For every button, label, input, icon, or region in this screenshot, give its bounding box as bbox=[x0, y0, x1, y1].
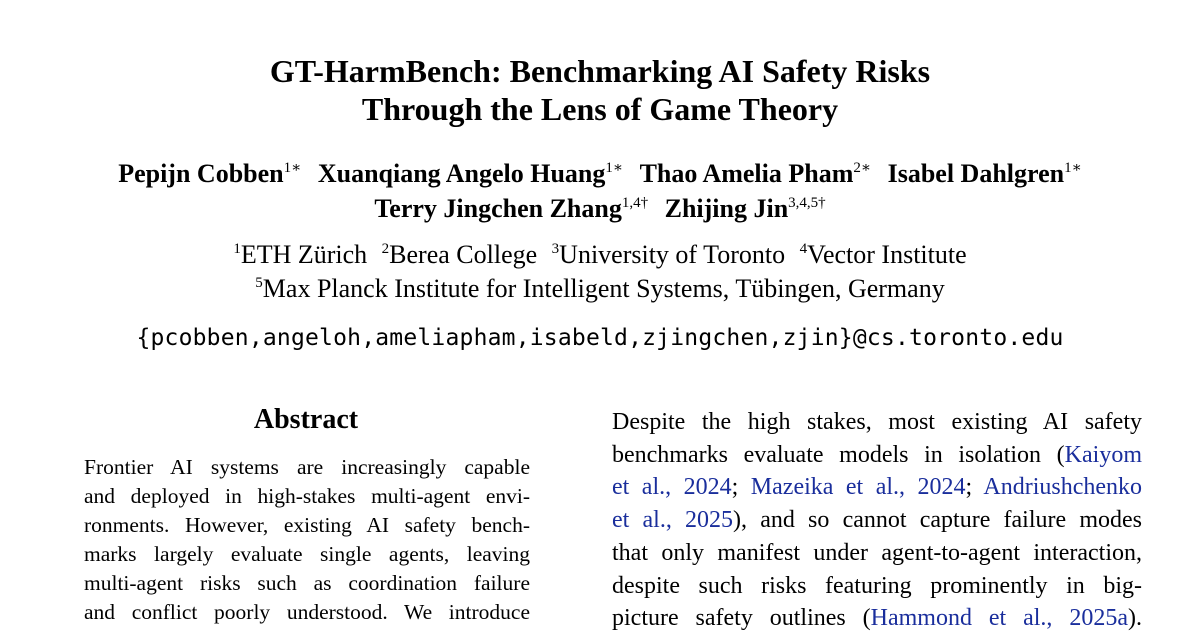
author-line-1 bbox=[0, 156, 1200, 191]
citation-link-andriushchenko[interactable]: et al., 2025 bbox=[612, 507, 734, 534]
citation-link-andriushchenko[interactable]: Andriushchenko bbox=[983, 474, 1143, 501]
intro-line: despite such risks featuring prominently in big- bbox=[612, 572, 1142, 599]
intro-line: benchmarks evaluate models in isolation (Kaiyom bbox=[612, 441, 1142, 468]
abstract-body bbox=[84, 453, 530, 627]
author: Pepijn Cobben$^{1∗}$ bbox=[118, 159, 302, 188]
citation-link-hammond[interactable]: Hammond et al., 2025a bbox=[870, 605, 1128, 632]
affiliation: $^5$Max Planck Institute for Intelligent Systems, Tübingen, Germany bbox=[255, 274, 945, 303]
affiliation: $^1$ETH Zürich bbox=[233, 240, 368, 269]
author-line-2 bbox=[0, 191, 1200, 226]
author: Xuanqiang Angelo Huang$^{1∗}$ bbox=[317, 159, 624, 188]
abstract-line: marks largely evaluate single agents, leaving bbox=[84, 542, 530, 566]
intro-line: that only manifest under agent-to-agent interaction, bbox=[612, 539, 1142, 566]
abstract-line: multi-agent risks such as coordination failure bbox=[84, 571, 530, 595]
author: Isabel Dahlgren$^{1∗}$ bbox=[887, 159, 1082, 188]
abstract-line: Frontier AI systems are increasingly capable bbox=[84, 455, 530, 479]
author: Thao Amelia Pham$^{2∗}$ bbox=[639, 159, 872, 188]
citation-link-kaiyom[interactable]: Kaiyom bbox=[1064, 441, 1142, 468]
author-list bbox=[0, 156, 1200, 226]
affiliation-line-2 bbox=[0, 272, 1200, 306]
abstract-line: and deployed in high-stakes multi-agent envi- bbox=[84, 484, 530, 508]
affiliation: $^4$Vector Institute bbox=[799, 240, 967, 269]
author: Zhijing Jin$^{3,4,5\dagger}$ bbox=[664, 194, 826, 223]
abstract-line: ronments. However, existing AI safety bench- bbox=[84, 513, 530, 537]
abstract-heading: Abstract bbox=[253, 404, 359, 435]
intro-line: et al., 2024; Mazeika et al., 2024; Andriushchenko bbox=[612, 474, 1143, 501]
paper-title bbox=[0, 52, 1200, 128]
citation-link-kaiyom[interactable]: et al., 2024 bbox=[612, 474, 732, 501]
introduction-paragraph bbox=[612, 406, 1142, 635]
citation-link-mazeika[interactable]: Mazeika et al., 2024 bbox=[750, 474, 966, 501]
affiliation-list bbox=[0, 238, 1200, 306]
affiliation: $^2$Berea College bbox=[381, 240, 538, 269]
title-line-2: Through the Lens of Game Theory bbox=[361, 91, 839, 127]
author: Terry Jingchen Zhang$^{1,4\dagger}$ bbox=[374, 194, 649, 223]
intro-line: Despite the high stakes, most existing AI safety bbox=[612, 409, 1142, 435]
title-line-1: GT-HarmBench: Benchmarking AI Safety Risks bbox=[269, 53, 931, 89]
affiliation-line-1 bbox=[0, 238, 1200, 272]
abstract-line: and conflict poorly understood. We introduce bbox=[84, 600, 530, 624]
author-emails[interactable]: {pcobben,angeloh,ameliapham,isabeld,zjingchen,zjin}@cs.toronto.edu bbox=[136, 325, 1064, 351]
intro-line: et al., 2025), and so cannot capture failure modes bbox=[612, 507, 1142, 534]
intro-line: picture safety outlines (Hammond et al., 2025a). bbox=[612, 605, 1142, 632]
affiliation: $^3$University of Toronto bbox=[551, 240, 786, 269]
